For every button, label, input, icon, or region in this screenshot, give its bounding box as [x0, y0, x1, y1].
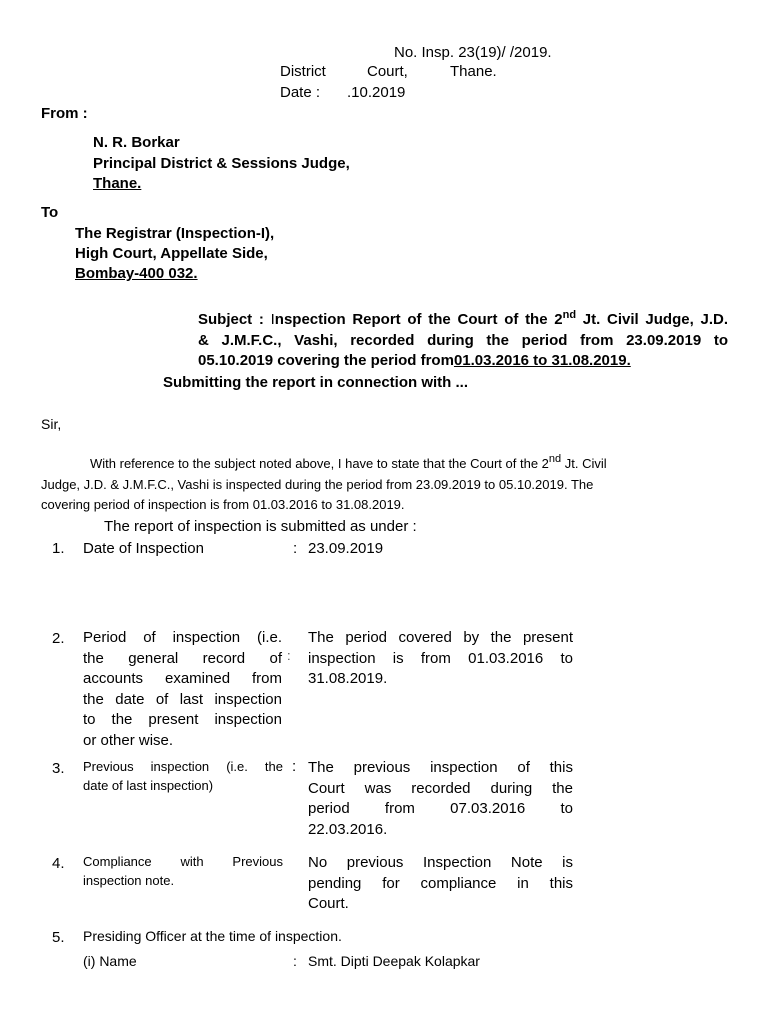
district-label: District — [280, 63, 326, 80]
item-colon: : — [287, 648, 291, 663]
reference-number: No. Insp. 23(19)/ /2019. — [394, 44, 552, 61]
item-value: The previous inspection of this Court was recorded during the period from 07.03.2016 to 22.03.2016. — [308, 759, 573, 838]
date-label: Date : — [280, 84, 321, 101]
item-value: 23.09.2019 — [308, 540, 384, 557]
item-label: Period of inspection (i.e. the general record of accounts examined from the date of last inspection to the present inspection or other wise. — [83, 629, 282, 749]
report-intro: The report of inspection is submitted as under : — [104, 518, 417, 535]
body-line-3: covering period of inspection is from 01.03.2016 to 31.08.2019. — [41, 497, 405, 512]
item-label: Compliance with Previous inspection note. — [83, 854, 283, 888]
subject-line-3: 05.10.2019 covering the period from01.03.2016 to 31.08.2019. — [198, 352, 712, 369]
sub-item-value: Smt. Dipti Deepak Kolapkar — [308, 953, 480, 969]
court-label: Court, — [367, 63, 408, 80]
item-value: No previous Inspection Note is pending for compliance in this Court. — [308, 854, 573, 912]
body-line-2: Judge, J.D. & J.M.F.C., Vashi is inspected during the period from 23.09.2019 to 05.10.2019. The — [41, 477, 594, 492]
ordinal-sup: nd — [562, 309, 577, 321]
to-label: To — [41, 204, 59, 221]
from-name: N. R. Borkar — [93, 134, 180, 151]
subject-line-2: & J.M.F.C., Vashi, recorded during the period from 23.09.2019 to — [198, 332, 728, 349]
item-label: Date of Inspection — [83, 540, 204, 557]
item-number: 1. — [52, 540, 65, 557]
ordinal-sup: nd — [548, 453, 562, 465]
from-designation: Principal District & Sessions Judge, — [93, 155, 350, 172]
subject-line-4: Submitting the report in connection with ... — [163, 374, 468, 391]
item-label: Presiding Officer at the time of inspection. — [83, 928, 342, 944]
from-place: Thane. — [93, 175, 142, 192]
sub-item-label: (i) Name — [83, 953, 137, 969]
to-line-3: Bombay-400 032. — [75, 265, 198, 282]
salutation: Sir, — [41, 416, 62, 432]
subject-initial: I — [270, 311, 275, 328]
subject-line-1: Subject : Inspection Report of the Court of the 2nd Jt. Civil Judge, J.D. — [198, 309, 728, 328]
from-label: From : — [41, 105, 88, 122]
item-number: 4. — [52, 855, 65, 872]
item-label: Previous inspection (i.e. the date of last inspection) — [83, 759, 283, 793]
body-line-1: With reference to the subject noted above, I have to state that the Court of the 2nd Jt. Civil — [90, 453, 607, 471]
item-number: 5. — [52, 929, 65, 946]
thane-label: Thane. — [450, 63, 497, 80]
date-value: .10.2019 — [347, 84, 406, 101]
item-colon: : — [292, 758, 297, 775]
to-line-1: The Registrar (Inspection-I), — [75, 225, 275, 242]
item-value: The period covered by the present inspection is from 01.03.2016 to 31.08.2019. — [308, 629, 573, 687]
item-number: 2. — [52, 630, 65, 647]
item-colon: : — [293, 540, 298, 557]
subject-prefix: Subject : — [198, 311, 271, 328]
sub-item-colon: : — [293, 953, 297, 969]
subject-period-underlined: 01.03.2016 to 31.08.2019. — [453, 352, 631, 369]
to-line-2: High Court, Appellate Side, — [75, 245, 268, 262]
item-number: 3. — [52, 760, 65, 777]
